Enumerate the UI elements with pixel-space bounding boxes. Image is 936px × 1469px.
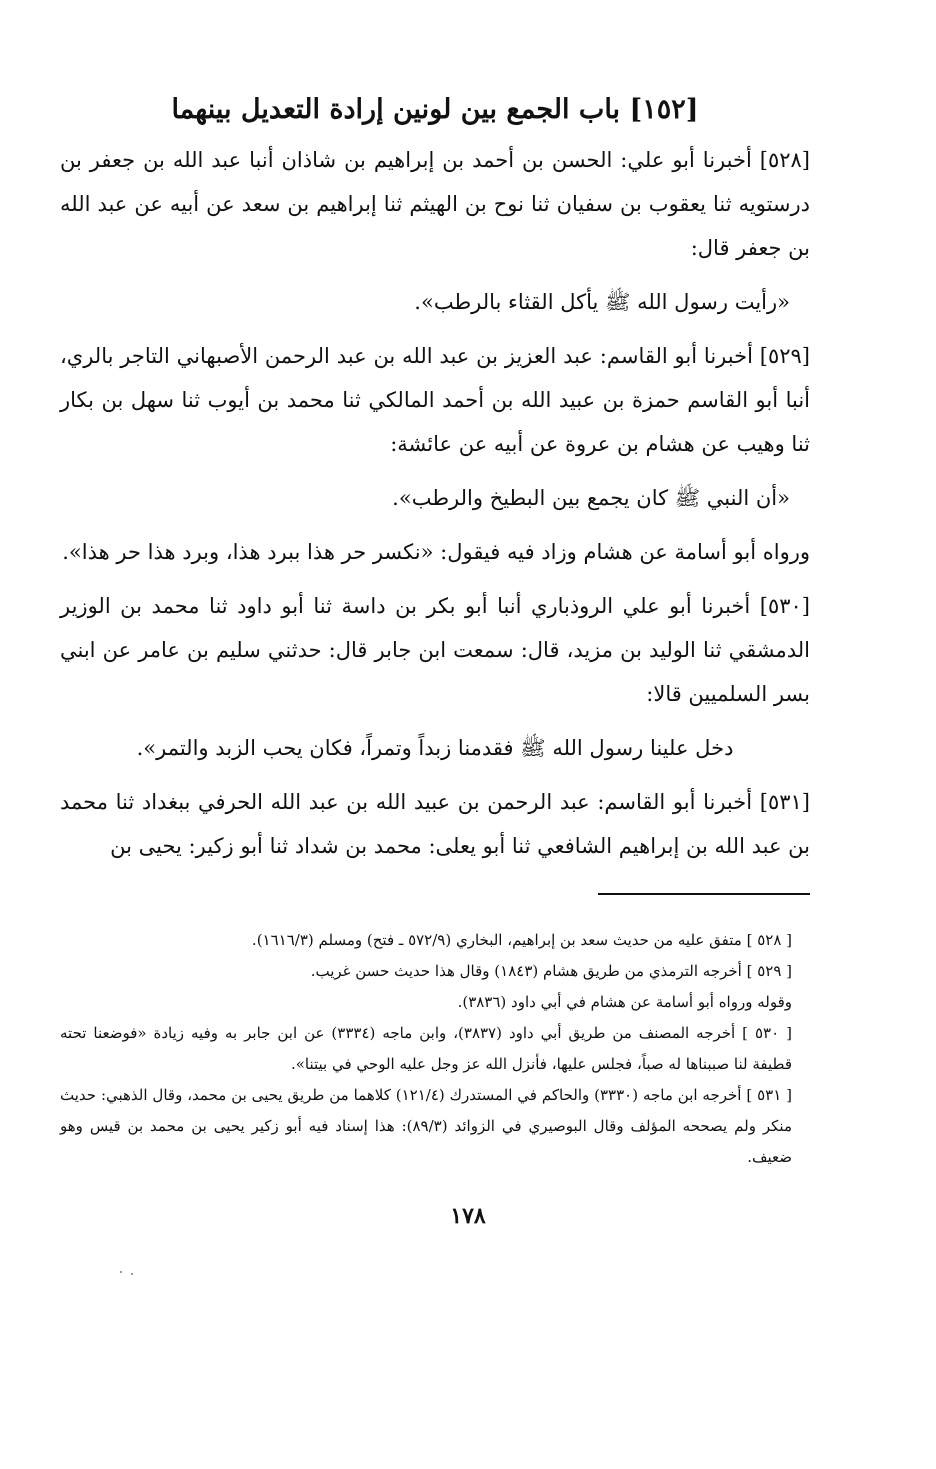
- footnote-divider: [598, 893, 810, 895]
- hadith-530-chain: [٥٣٠] أخبرنا أبو علي الروذباري أنبا أبو بكر بن داسة ثنا أبو داود ثنا محمد بن الوزير الدمشقي ثنا الوليد بن مزيد، قال: سمعت ابن جابر قال: حدثني سليم بن عامر عن ابني بسر السلميين قالا:: [60, 594, 810, 706]
- hadith-529-addition: ورواه أبو أسامة عن هشام وزاد فيه فيقول: «نكسر حر هذا ببرد هذا، وبرد هذا حر هذا».: [62, 540, 810, 564]
- chapter-title: [١٥٢] باب الجمع بين لونين إرادة التعديل بينهما: [171, 94, 699, 125]
- hadith-529-text: «أن النبي ﷺ كان يجمع بين البطيخ والرطب».: [392, 486, 790, 510]
- footnote-531: [ ٥٣١ ] أخرجه ابن ماجه (٣٣٣٠) والحاكم في المستدرك (١٢١/٤) كلاهما من طريق يحيى بن محمد، وقال الذهبي: حديث منكر ولم يصححه المؤلف وقال البوصيري في الزوائد (٨٩/٣): هذا إسناد فيه أبو زكير يحيى بن محمد بن قيس وهو ضعيف.: [60, 1086, 793, 1166]
- hadith-528-chain: [٥٢٨] أخبرنا أبو علي: الحسن بن أحمد بن إبراهيم بن شاذان أنبا عبد الله بن جعفر بن درستويه ثنا يعقوب بن سفيان ثنا نوح بن الهيثم ثنا إبراهيم بن سعد عن أبيه عن عبد الله بن جعفر قال:: [60, 148, 810, 260]
- page-body: [60, 80, 810, 878]
- hadith-530-text: دخل علينا رسول الله ﷺ فقدمنا زبداً وتمراً، فكان يحب الزبد والتمر».: [136, 736, 734, 760]
- footnote-528: [ ٥٢٨ ] متفق عليه من حديث سعد بن إبراهيم، البخاري (٥٧٢/٩ ـ فتح) ومسلم (١٦١٦/٣).: [251, 931, 792, 949]
- scan-speck: [120, 1271, 122, 1273]
- footnote-530: [ ٥٣٠ ] أخرجه المصنف من طريق أبي داود (٣٨٣٧)، وابن ماجه (٣٣٣٤) عن ابن جابر به وفيه زيادة «فوضعنا تحته قطيفة لنا صببناها له صباً، فجلس عليها، فأنزل الله عز وجل عليه الوحي في بيتنا».: [60, 1024, 792, 1073]
- hadith-529-chain: [٥٢٩] أخبرنا أبو القاسم: عبد العزيز بن عبد الله بن عبد الرحمن الأصبهاني التاجر بالري، أنبا أبو القاسم حمزة بن عبيد الله بن أحمد المالكي ثنا محمد بن أيوب ثنا سهل بن بكار ثنا وهيب عن هشام بن عروة عن أبيه عن عائشة:: [60, 344, 810, 456]
- page-number: ١٧٨: [450, 1203, 486, 1229]
- hadith-531-chain: [٥٣١] أخبرنا أبو القاسم: عبد الرحمن بن عبيد الله بن عبد الله الحرفي ببغداد ثنا محمد بن عبد الله بن إبراهيم الشافعي ثنا أبو يعلى: محمد بن شداد ثنا أبو زكير: يحيى بن: [60, 790, 810, 858]
- footnote-529-addition: وقوله ورواه أبو أسامة عن هشام في أبي داود (٣٨٣٦).: [457, 993, 792, 1011]
- scan-speck: [131, 1273, 133, 1275]
- footnotes: [60, 925, 810, 1173]
- footnote-529: [ ٥٢٩ ] أخرجه الترمذي من طريق هشام (١٨٤٣) وقال هذا حديث حسن غريب.: [310, 962, 792, 980]
- hadith-528-text: «رأيت رسول الله ﷺ يأكل القثاء بالرطب».: [414, 290, 790, 314]
